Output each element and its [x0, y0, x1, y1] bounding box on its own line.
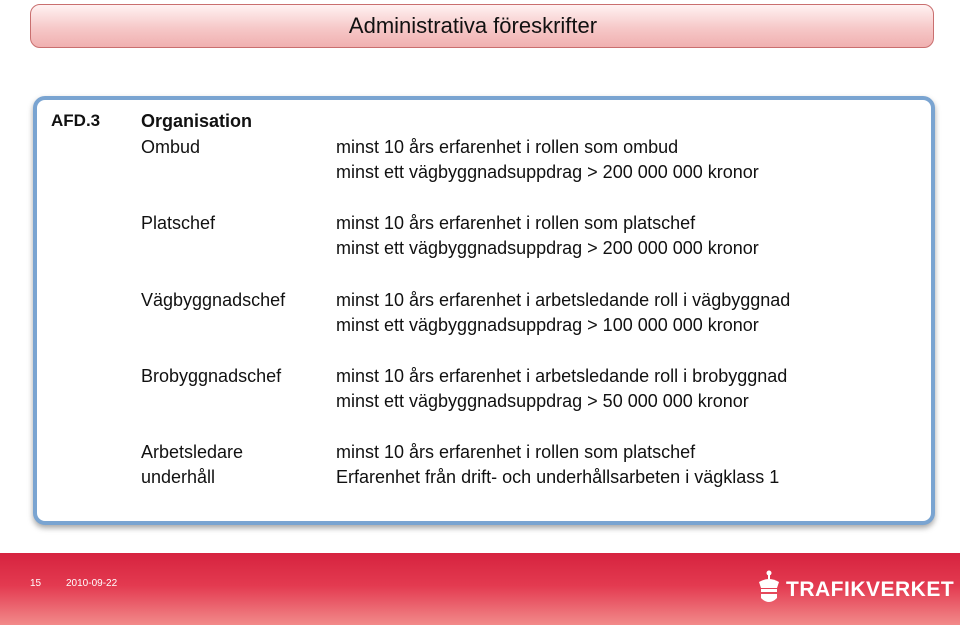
requirement-arbetsledare-1: minst 10 års erfarenhet i rollen som platschef [336, 442, 696, 462]
requirement-arbetsledare-2: Erfarenhet från drift- och underhållsarbeten i vägklass 1 [336, 467, 780, 487]
role-platschef: Platschef [141, 213, 216, 233]
footer-date: 2010-09-22 [66, 578, 118, 589]
organisation-header: Organisation [141, 111, 253, 131]
page-number: 15 [30, 578, 42, 589]
logo-text: TRAFIKVERKET [786, 578, 955, 601]
role-vagbyggnadschef: Vägbyggnadschef [141, 290, 286, 310]
requirement-vagbyggnadschef-2: minst ett vägbyggnadsuppdrag > 100 000 000 kronor [336, 315, 759, 335]
requirement-ombud-2: minst ett vägbyggnadsuppdrag > 200 000 000 kronor [336, 162, 759, 182]
requirement-vagbyggnadschef-1: minst 10 års erfarenhet i arbetsledande roll i vägbyggnad [336, 290, 791, 310]
section-code: AFD.3 [51, 111, 101, 130]
requirement-platschef-1: minst 10 års erfarenhet i rollen som platschef [336, 213, 696, 233]
requirement-platschef-2: minst ett vägbyggnadsuppdrag > 200 000 000 kronor [336, 238, 759, 258]
requirement-ombud-1: minst 10 års erfarenhet i rollen som ombud [336, 137, 679, 157]
trafikverket-logo [756, 568, 955, 608]
role-arbetsledare-line-2: underhåll [141, 467, 216, 487]
role-ombud: Ombud [141, 137, 201, 157]
requirement-brobyggnadschef-2: minst ett vägbyggnadsuppdrag > 50 000 000 kronor [336, 391, 749, 411]
title-bar [30, 4, 934, 48]
requirement-brobyggnadschef-1: minst 10 års erfarenhet i arbetsledande roll i brobyggnad [336, 366, 788, 386]
crown-icon [756, 568, 782, 608]
page-title: Administrativa föreskrifter [348, 13, 598, 38]
footer-bar [0, 553, 960, 625]
role-arbetsledare-line-1: Arbetsledare [141, 442, 244, 462]
role-brobyggnadschef: Brobyggnadschef [141, 366, 282, 386]
